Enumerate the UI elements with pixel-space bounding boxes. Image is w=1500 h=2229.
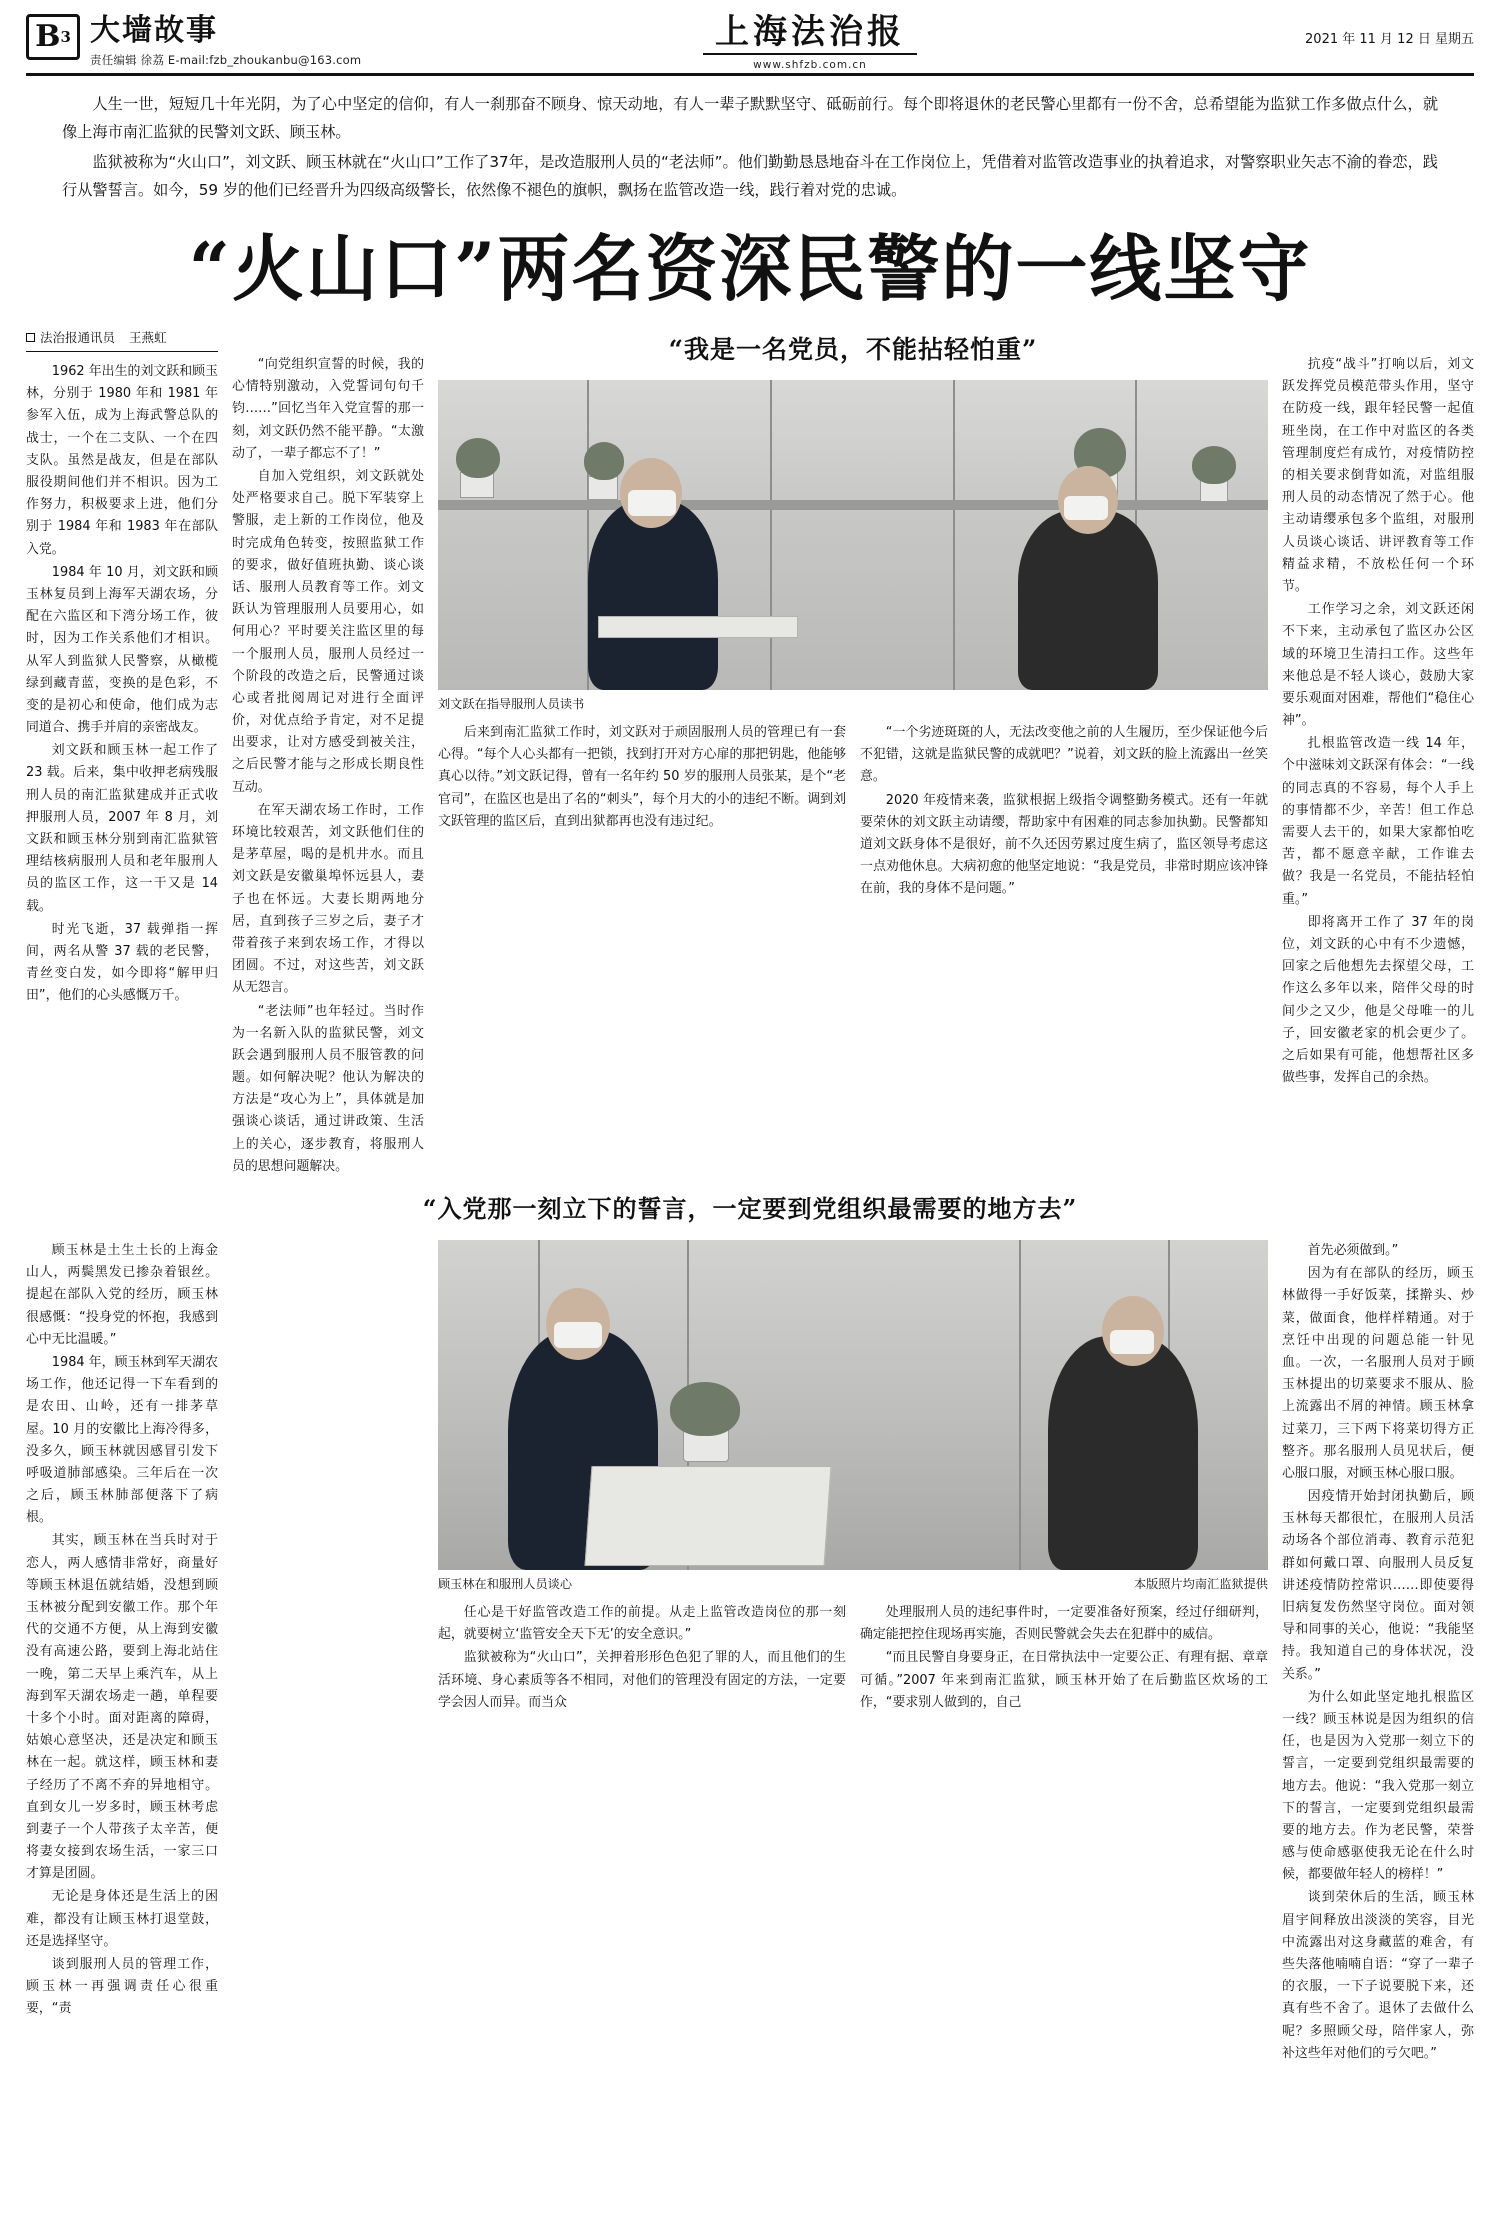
photo-2-caption-row [438, 1575, 1268, 1592]
column-4 [1282, 328, 1474, 1179]
paragraph: 处理服刑人员的违纪事件时，一定要准备好预案，经过仔细研判，确定能把控住现场再实施，否则民警就会失去在犯群中的威信。 [860, 1605, 1268, 1643]
byline-source: 法治报通讯员 [40, 330, 116, 346]
section-1-title: “我是一名党员，不能拈轻怕重” [668, 335, 1038, 365]
paragraph: 1984 年 10 月，刘文跃和顾玉林复员到上海军天湖农场，分配在六监区和下湾分场工作，彼时，因为工作关系他们才相识。从军人到监狱人民警察，从橄榄绿到藏青蓝，变换的是色彩，不变的是初心和使命，他们成为志同道合、携手并肩的亲密战友。 [26, 564, 218, 736]
section-letter: B [35, 19, 61, 54]
column-1-text [26, 361, 218, 1007]
bullet-icon [26, 333, 35, 342]
paragraph: 因为有在部队的经历，顾玉林做得一手好饭菜，揉擀头、炒菜，做面食，他样样精通。对于烹饪中出现的问题总能一针见血。一次，一名服刑人员对于顾玉林提出的切菜要求不服从、脸上流露出不屑的神情。顾玉林拿过菜刀，三下两下将菜切得方正整齐。那名服刑人员见状后，便心服口服，对顾玉林心服口服。 [1282, 1266, 1474, 1481]
paper-name: 上海法治报 [703, 14, 917, 55]
column-1 [26, 328, 218, 1179]
paragraph: 即将离开工作了 37 年的岗位，刘文跃的心中有不少遗憾，回家之后他想先去探望父母，工作这么多年以来，陪伴父母的时间少之又少，他是父母唯一的儿子，回安徽老家的机会更少了。之后如果有可能，他想帮社区多做些事，发挥自己的余热。 [1282, 914, 1474, 1086]
paragraph: 首先必须做到。” [1307, 1243, 1399, 1259]
paragraph: 扎根监管改造一线 14 年，个中滋味刘文跃深有体会：“一线的同志真的不容易，每个人手上的事情都不少，辛苦！但工作总需要人去干的，如果大家都怕吃苦，都不愿意辛献，工作谁去做？我是一名党员，不能拈轻怕重。” [1282, 736, 1474, 907]
paper-url: www.shfzb.com.cn [753, 59, 867, 72]
masthead-left [26, 14, 446, 68]
column-3-lower-text [438, 1602, 1268, 1715]
paragraph: “向党组织宣誓的时候，我的心情特别激动，入党誓词句句千钧……”回忆当年入党宣誓的那一刻，刘文跃仍然不能平静。“太激动了，一辈子都忘不了！” [232, 357, 424, 461]
page-title: “火山口”两名资深民警的一线坚守 [188, 225, 1312, 311]
column-3-text [438, 722, 1268, 902]
paragraph: 其实，顾玉林在当兵时对于恋人，两人感情非常好，商量好等顾玉林退伍就结婚，没想到顾玉林被分配到安徽工作。那个年代的交通不方便，从上海到安徽没有高速公路，要到上海北站住一晚，第二天早上乘汽车，从上海到军天湖农场走一趟，单程要十多个小时。面对距离的障碍，姑娘心意坚决，还是决定和顾玉林在一起。就这样，顾玉林和妻子经历了不离不弃的异地相守。直到女儿一岁多时，顾玉林考虑到妻子一个人带孩子太辛苦，便将妻女接到农场生活，一家三口才算是团圆。 [26, 1533, 218, 1882]
photo-content [438, 380, 1268, 690]
paragraph: 谈到服刑人员的管理工作，顾玉林一再强调责任心很重要，“责 [26, 1957, 218, 2017]
column-2-text [232, 328, 424, 1178]
paragraph: 为什么如此坚定地扎根监区一线？顾玉林说是因为组织的信任，也是因为入党那一刻立下的誓言，一定要到党组织最需要的地方去。他说：“我入党那一刻立下的誓言，一定要到党组织最需要的地方去。作为老民警，荣誉感与使命感驱使我无论在什么时候，都要做年轻人的榜样！” [1282, 1689, 1474, 1883]
article-body [26, 328, 1474, 1179]
byline [26, 328, 218, 352]
paragraph: 时光飞逝，37 载弹指一挥间，两名从警 37 载的老民警，青丝变白发，如今即将“解甲归田”，他们的心头感慨万千。 [26, 921, 218, 1004]
photo-gu-talking [438, 1240, 1268, 1570]
editor-line: 责任编辑 徐荔 E-mail:fzb_zhoukanbu@163.com [90, 53, 362, 67]
paragraph: 监狱被称为“火山口”，关押着形形色色犯了罪的人，而且他们的生活环境、身心素质等各不相同，对他们的管理没有固定的方法，一定要学会因人而异。而当众 [438, 1650, 846, 1710]
paragraph: 1984 年，顾玉林到军天湖农场工作，他还记得一下车看到的是农田、山岭，还有一排茅草屋。10 月的安徽比上海冷得多，没多久，顾玉林就因感冒引发下呼吸道肺部感染。三年后在一次之后，顾玉林肺部便落下了病根。 [26, 1354, 218, 1526]
paragraph: 因疫情开始封闭执勤后，顾玉林每天都很忙，在服刑人员活动场各个部位消毒、教育示范犯群如何戴口罩、向服刑人员反复讲述疫情防控常识……即使要得旧病复发伤然坚守岗位。面对领导和同事的关心，他说：“我能坚持。我知道自己的身体状况，没关系。” [1282, 1489, 1474, 1682]
column-3-lower [438, 1240, 1268, 2066]
paragraph: “一个劣迹斑斑的人，无法改变他之前的人生履历，至少保证他今后不犯错，这就是监狱民警的成就吧？”说着，刘文跃的脸上流露出一丝笑意。 [860, 725, 1268, 785]
masthead [26, 14, 1474, 76]
section-2-title: “入党那一刻立下的誓言，一定要到党组织最需要的地方去” [422, 1194, 1078, 1224]
paragraph: 顾玉林是土生土长的上海金山人，两鬓黑发已掺杂着银丝。提起在部队入党的经历，顾玉林很感慨：“投身党的怀抱，我感到心中无比温暖。” [26, 1243, 218, 1347]
paragraph: 无论是身体还是生活上的困难，都没有让顾玉林打退堂鼓，还是选择坚守。 [26, 1889, 218, 1949]
lead-paragraph: 监狱被称为“火山口”，刘文跃、顾玉林就在“火山口”工作了37年，是改造服刑人员的“老法师”。他们勤勤恳恳地奋斗在工作岗位上，凭借着对监管改造事业的执着追求，对警察职业矢志不渝的眷恋，践行从警誓言。如今，59 岁的他们已经晋升为四级高级警长，依然像不褪色的旗帜，飘扬在监管改造一线，践行着对党的忠诚。 [62, 153, 1438, 200]
lead-paragraphs [26, 76, 1474, 205]
masthead-center [446, 14, 1174, 71]
column-4-text [1282, 328, 1474, 1089]
column-4-lower [1282, 1240, 1474, 2066]
paragraph: 任心是干好监管改造工作的前提。从走上监管改造岗位的那一刻起，就要树立‘监管安全天下无’的安全意识。” [438, 1605, 846, 1643]
byline-author: 王燕虹 [129, 330, 167, 346]
publication-date: 2021 年 11 月 12 日 星期五 [1305, 32, 1474, 47]
paragraph: “老法师”也年轻过。当时作为一名新入队的监狱民警，刘文跃会遇到服刑人员不服管教的问题。如何解决呢？他认为解决的方法是“攻心为上”，具体就是加强谈心谈话，通过讲政策、生活上的关心，逐步教育，将服刑人员的思想问题解决。 [232, 1003, 424, 1174]
paragraph: 抗疫“战斗”打响以后，刘文跃发挥党员模范带头作用，坚守在防疫一线，跟年轻民警一起值班坐岗，在工作中对监区的各类管理制度烂有成竹，对疫情防控的相关要求倒背如流，对监组服刑人员的动态情况了然于心。他主动请缨承包多个监组，对服刑人员谈心谈话、讲评教育等工作精益求精，不放松任何一个环节。 [1282, 357, 1474, 594]
column-1-lower-text [26, 1240, 218, 2021]
column-3 [438, 328, 1268, 1179]
section-number: 3 [60, 27, 71, 46]
article-body-lower [26, 1240, 1474, 2066]
paragraph: 自加入党组织，刘文跃就处处严格要求自己。脱下军装穿上警服，走上新的工作岗位，他及时完成角色转变，按照监狱工作的要求，做好值班执勤、谈心谈话、服刑人员教育等工作。刘文跃认为管理服刑人员要用心，如何用心？平时要关注监区里的每一个服刑人员，服刑人员经过一个阶段的改造之后，民警通过谈心或者批阅周记对进行全面评价，对优点给予肯定，对不足提出要求，让对方感受到被关注，之后民警才能与之形成长期良性互动。 [232, 469, 424, 795]
paragraph: 谈到荣休后的生活，顾玉林眉宇间释放出淡淡的笑容，目光中流露出对这身藏蓝的难舍，有些失落他喃喃自语：“穿了一辈子的衣服，一下子说要脱下来，还真有些不舍了。退休了去做什么呢？多照顾父母，陪伴家人，弥补这些年对他们的亏欠吧。” [1282, 1890, 1474, 2061]
column-name: 大墙故事 [90, 13, 218, 48]
section-badge [26, 14, 80, 60]
column-2 [232, 328, 424, 1179]
paragraph: 2020 年疫情来袭，监狱根据上级指令调整勤务模式。还有一年就要荣休的刘文跃主动请缨，帮助家中有困难的同志参加执勤。民警都知道刘文跃身体不是很好，前不久还因劳累过度生病了，监区领导考虑这一点劝他休息。大病初愈的他坚定地说：“我是党员，非常时期应该冲锋在前，我的身体不是问题。” [860, 792, 1268, 897]
photo-2-caption: 顾玉林在和服刑人员谈心 [438, 1577, 573, 1592]
column-name-wrap [90, 14, 361, 68]
paragraph: 后来到南汇监狱工作时，刘文跃对于顽固服刑人员的管理已有一套心得。“每个人心头都有一把锁，找到打开对方心扉的那把钥匙，他能够真心以待。”刘文跃记得，曾有一名年约 50 岁的服刑人员张某，是个“老官司”，在监区也是出了名的“刺头”，每个月大的小的违纪不断。调到刘文跃管理的监区后，直到出狱都再也没有违过纪。 [438, 725, 846, 829]
lead-paragraph: 人生一世，短短几十年光阴，为了心中坚定的信仰，有人一刹那奋不顾身、惊天动地，有人一辈子默默坚守、砥砺前行。每个即将退休的老民警心里都有一份不舍，总希望能为监狱工作多做点什么，就像上海市南汇监狱的民警刘文跃、顾玉林。 [62, 95, 1438, 142]
paragraph: “而且民警自身要身正，在日常执法中一定要公正、有理有据、章章可循。”2007 年来到南汇监狱，顾玉林开始了在后勤监区炊场的工作，“要求别人做到的，自己 [860, 1650, 1268, 1710]
column-1-lower [26, 1240, 218, 2066]
paragraph: 工作学习之余，刘文跃还闲不下来，主动承包了监区办公区域的环境卫生清扫工作。这些年来他总是不轻人谈心，鼓励大家要乐观面对困难，帮他们“稳住心神”。 [1282, 602, 1474, 729]
photo-content [438, 1240, 1268, 1570]
paragraph: 1962 年出生的刘文跃和顾玉林，分别于 1980 年和 1981 年参军入伍，成为上海武警总队的战士，一个在二支队、一个在四支队。虽然是战友，但是在部队服役期间他们并不相识。因为工作努力，积极要求上进，他们分别于 1984 年和 1983 年在部队入党。 [26, 364, 218, 557]
paragraph: 在军天湖农场工作时，工作环境比较艰苦，刘文跃他们住的是茅草屋，喝的是机井水。而且刘文跃是安徽巢埠怀远县人，妻子也在怀远。大妻长期两地分居，直到孩子三岁之后，妻子才带着孩子来到农场工作，才得以团圆。不过，对这些苦，刘文跃从无怨言。 [232, 802, 424, 996]
photo-1-caption: 刘文跃在指导服刑人员读书 [438, 697, 585, 712]
column-4-lower-text [1282, 1240, 1474, 2065]
photo-credit: 本版照片均南汇监狱提供 [1133, 1577, 1268, 1592]
photo-liu-guiding-reading [438, 380, 1268, 690]
paragraph: 刘文跃和顾玉林一起工作了 23 载。后来，集中收押老病残服刑人员的南汇监狱建成并正式收押服刑人员，2007 年 8 月，刘文跃和顾玉林分别到南汇监狱管理结核病服刑人员和老年服刑人员的监区工作，这一干又是 14 载。 [26, 743, 218, 914]
